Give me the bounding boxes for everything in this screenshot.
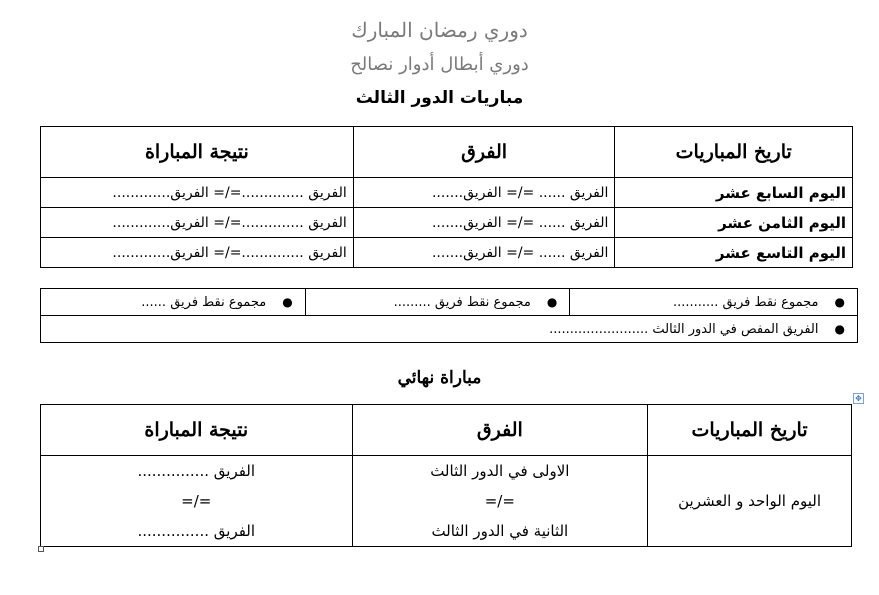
row-date: اليوم السابع عشر — [615, 178, 853, 208]
table-row — [41, 178, 853, 208]
final-team-first: الاولى في الدور الثالث — [430, 462, 570, 480]
points-label: مجموع نقط فريق ........... — [672, 294, 819, 310]
round3-heading: مباريات الدور الثالث — [355, 88, 524, 108]
points-label: مجموع نقط فريق ...... — [141, 294, 267, 310]
final-team-second: الثانية في الدور الثالث — [431, 522, 569, 540]
header-teams: الفرق — [352, 405, 648, 456]
table-header-row — [41, 405, 852, 456]
points-cell[interactable] — [570, 289, 858, 316]
final-result-versus: =/= — [181, 492, 212, 510]
league-subtitle: دوري أبطال أدوار نصالح — [350, 54, 529, 75]
bullet-icon: ● — [546, 294, 558, 309]
qualified-row — [41, 316, 858, 343]
table-header-row — [41, 127, 853, 178]
table-move-handle-icon[interactable]: ✥ — [853, 393, 864, 404]
qualified-label: الفريق المفص في الدور الثالث ........................ — [549, 321, 819, 337]
table-resize-handle[interactable] — [38, 546, 44, 552]
row-result[interactable]: الفريق ..............=/= الفريق............. — [41, 238, 354, 268]
final-heading: مباراة نهائي — [397, 368, 482, 388]
row-match[interactable]: الفريق ...... =/= الفريق....... — [353, 238, 615, 268]
final-result-team1: الفريق ............... — [137, 462, 256, 480]
table-row — [41, 456, 852, 547]
points-cell[interactable] — [305, 289, 570, 316]
header-result: نتيجة المباراة — [41, 127, 354, 178]
points-row — [41, 289, 858, 316]
final-teams[interactable] — [352, 456, 648, 547]
final-versus: =/= — [484, 492, 515, 510]
final-result[interactable] — [41, 456, 353, 547]
bullet-icon: ● — [834, 294, 845, 309]
table-row — [41, 238, 853, 268]
row-date: اليوم التاسع عشر — [615, 238, 853, 268]
table-row — [41, 208, 853, 238]
header-date: تاريخ المباريات — [615, 127, 853, 178]
final-result-team2: الفريق ............... — [137, 522, 256, 540]
header-date: تاريخ المباريات — [648, 405, 852, 456]
final-table — [40, 404, 852, 547]
row-result[interactable]: الفريق ..............=/= الفريق............. — [41, 208, 354, 238]
header-teams: الفرق — [353, 127, 615, 178]
bullet-icon: ● — [282, 294, 293, 309]
points-table — [40, 288, 858, 343]
bullet-icon: ● — [834, 321, 845, 336]
row-match[interactable]: الفريق ...... =/= الفريق....... — [353, 178, 615, 208]
points-cell[interactable] — [41, 289, 306, 316]
row-result[interactable]: الفريق ..............=/= الفريق............. — [41, 178, 354, 208]
final-date: اليوم الواحد و العشرين — [648, 456, 852, 547]
round3-table — [40, 126, 853, 268]
qualified-cell[interactable] — [41, 316, 858, 343]
row-match[interactable]: الفريق ...... =/= الفريق....... — [353, 208, 615, 238]
points-label: مجموع نقط فريق ......... — [393, 294, 531, 310]
row-date: اليوم الثامن عشر — [615, 208, 853, 238]
league-title: دوري رمضان المبارك — [351, 18, 528, 42]
header-result: نتيجة المباراة — [41, 405, 353, 456]
